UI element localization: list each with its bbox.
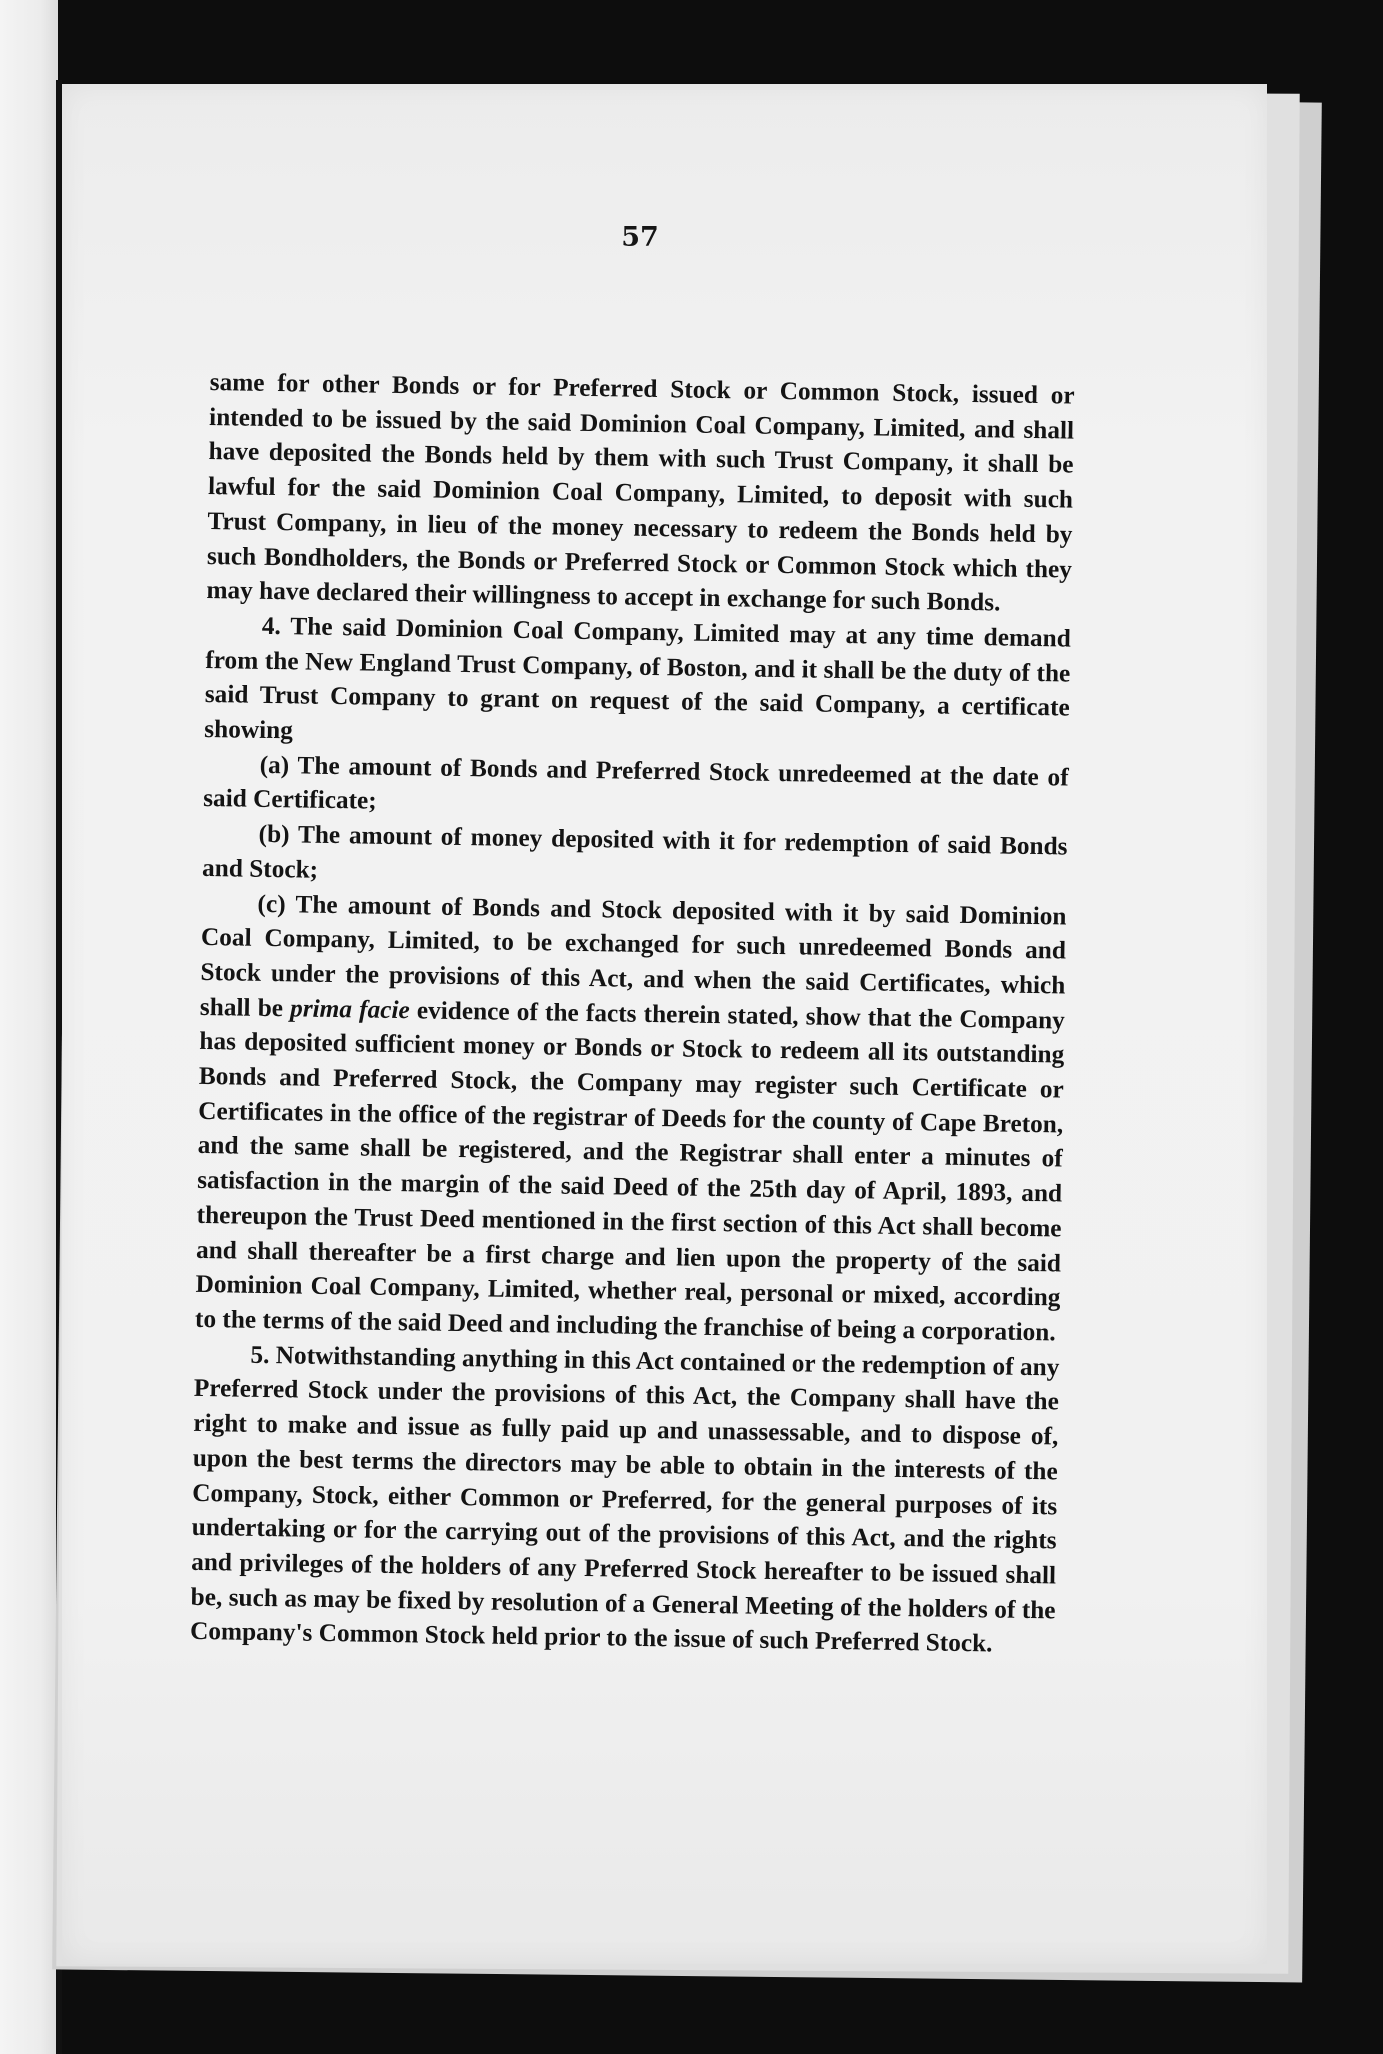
page-body-text [190,365,1075,1662]
paragraph-section-5: 5. Notwithstanding anything in this Act contained or the redemption of any Preferred Stock under the provisions of this Act, the Company shall have the right to make and issue as fully paid up and unassessable, and to dispose of, upon the best terms the directors may be able to obtain in the interests of the Company, Stock, either Common or Preferred, for the general purposes of its undertaking or for the carrying out of the provisions of this Act, and the rights and privileges of the holders of any Preferred Stock hereafter to be issued shall be, such as may be fixed by resolution of a General Meeting of the holders of the Company's Common Stock held prior to the issue of such Preferred Stock. [189,1340,1060,1658]
page-number: 57 [621,222,659,253]
clause-c-text-start: (c) The amount of Bonds and Stock deposited with it by said Dominion Coal Company, Limited, to be exchanged for such unredeemed Bonds and Stock under the provisions of this Act, and when the said Certificates, which shall be [199,889,1067,1022]
left-margin [0,0,58,2054]
clause-c-text-end: evidence of the facts therein stated, show that the Company has deposited sufficient money or Bonds or Stock to redeem all its outstanding Bonds and Preferred Stock, the Company may register such Certificate or Certificates in the office of the registrar of Deeds for the county of Cape Breton, and the same shall be registered, and the Registrar shall enter a minutes of satisfaction in the margin of the said Deed of the 25th day of April, 1893, and thereupon the Trust Deed mentioned in the first section of this Act shall become and shall thereafter be a first charge and lien upon the property of the said Dominion Coal Company, Limited, whether real, personal or mixed, according to the terms of the said Deed and including the franchise of being a corporation. [194,995,1066,1347]
paragraph-section-4: 4. The said Dominion Coal Company, Limited may at any time demand from the New England Trust Company, of Boston, and it shall be the duty of the said Trust Company to grant on request of the said Company, a certificate showing [204,611,1072,745]
paragraph-clause-c [195,885,1067,1350]
paragraph-clause-b: (b) The amount of money deposited with it for redemption of said Bonds and Stock; [201,819,1068,884]
paragraph-clause-a: (a) The amount of Bonds and Preferred Stock unredeemed at the date of said Certificate; [202,750,1069,816]
clause-c-italic-phrase: prima facie [289,993,410,1024]
paragraph-continuation: same for other Bonds or for Preferred Stock or Common Stock, issued or intended to be issued by the said Dominion Coal Company, Limited, and shall have deposited the Bonds held by them with such Trust Company, it shall be lawful for the said Dominion Coal Company, Limited, to deposit with such Trust Company, in lieu of the money necessary to redeem the Bonds held by such Bondholders, the Bonds or Preferred Stock or Common Stock which they may have declared their willingness to accept in exchange for such Bonds. [206,367,1075,617]
